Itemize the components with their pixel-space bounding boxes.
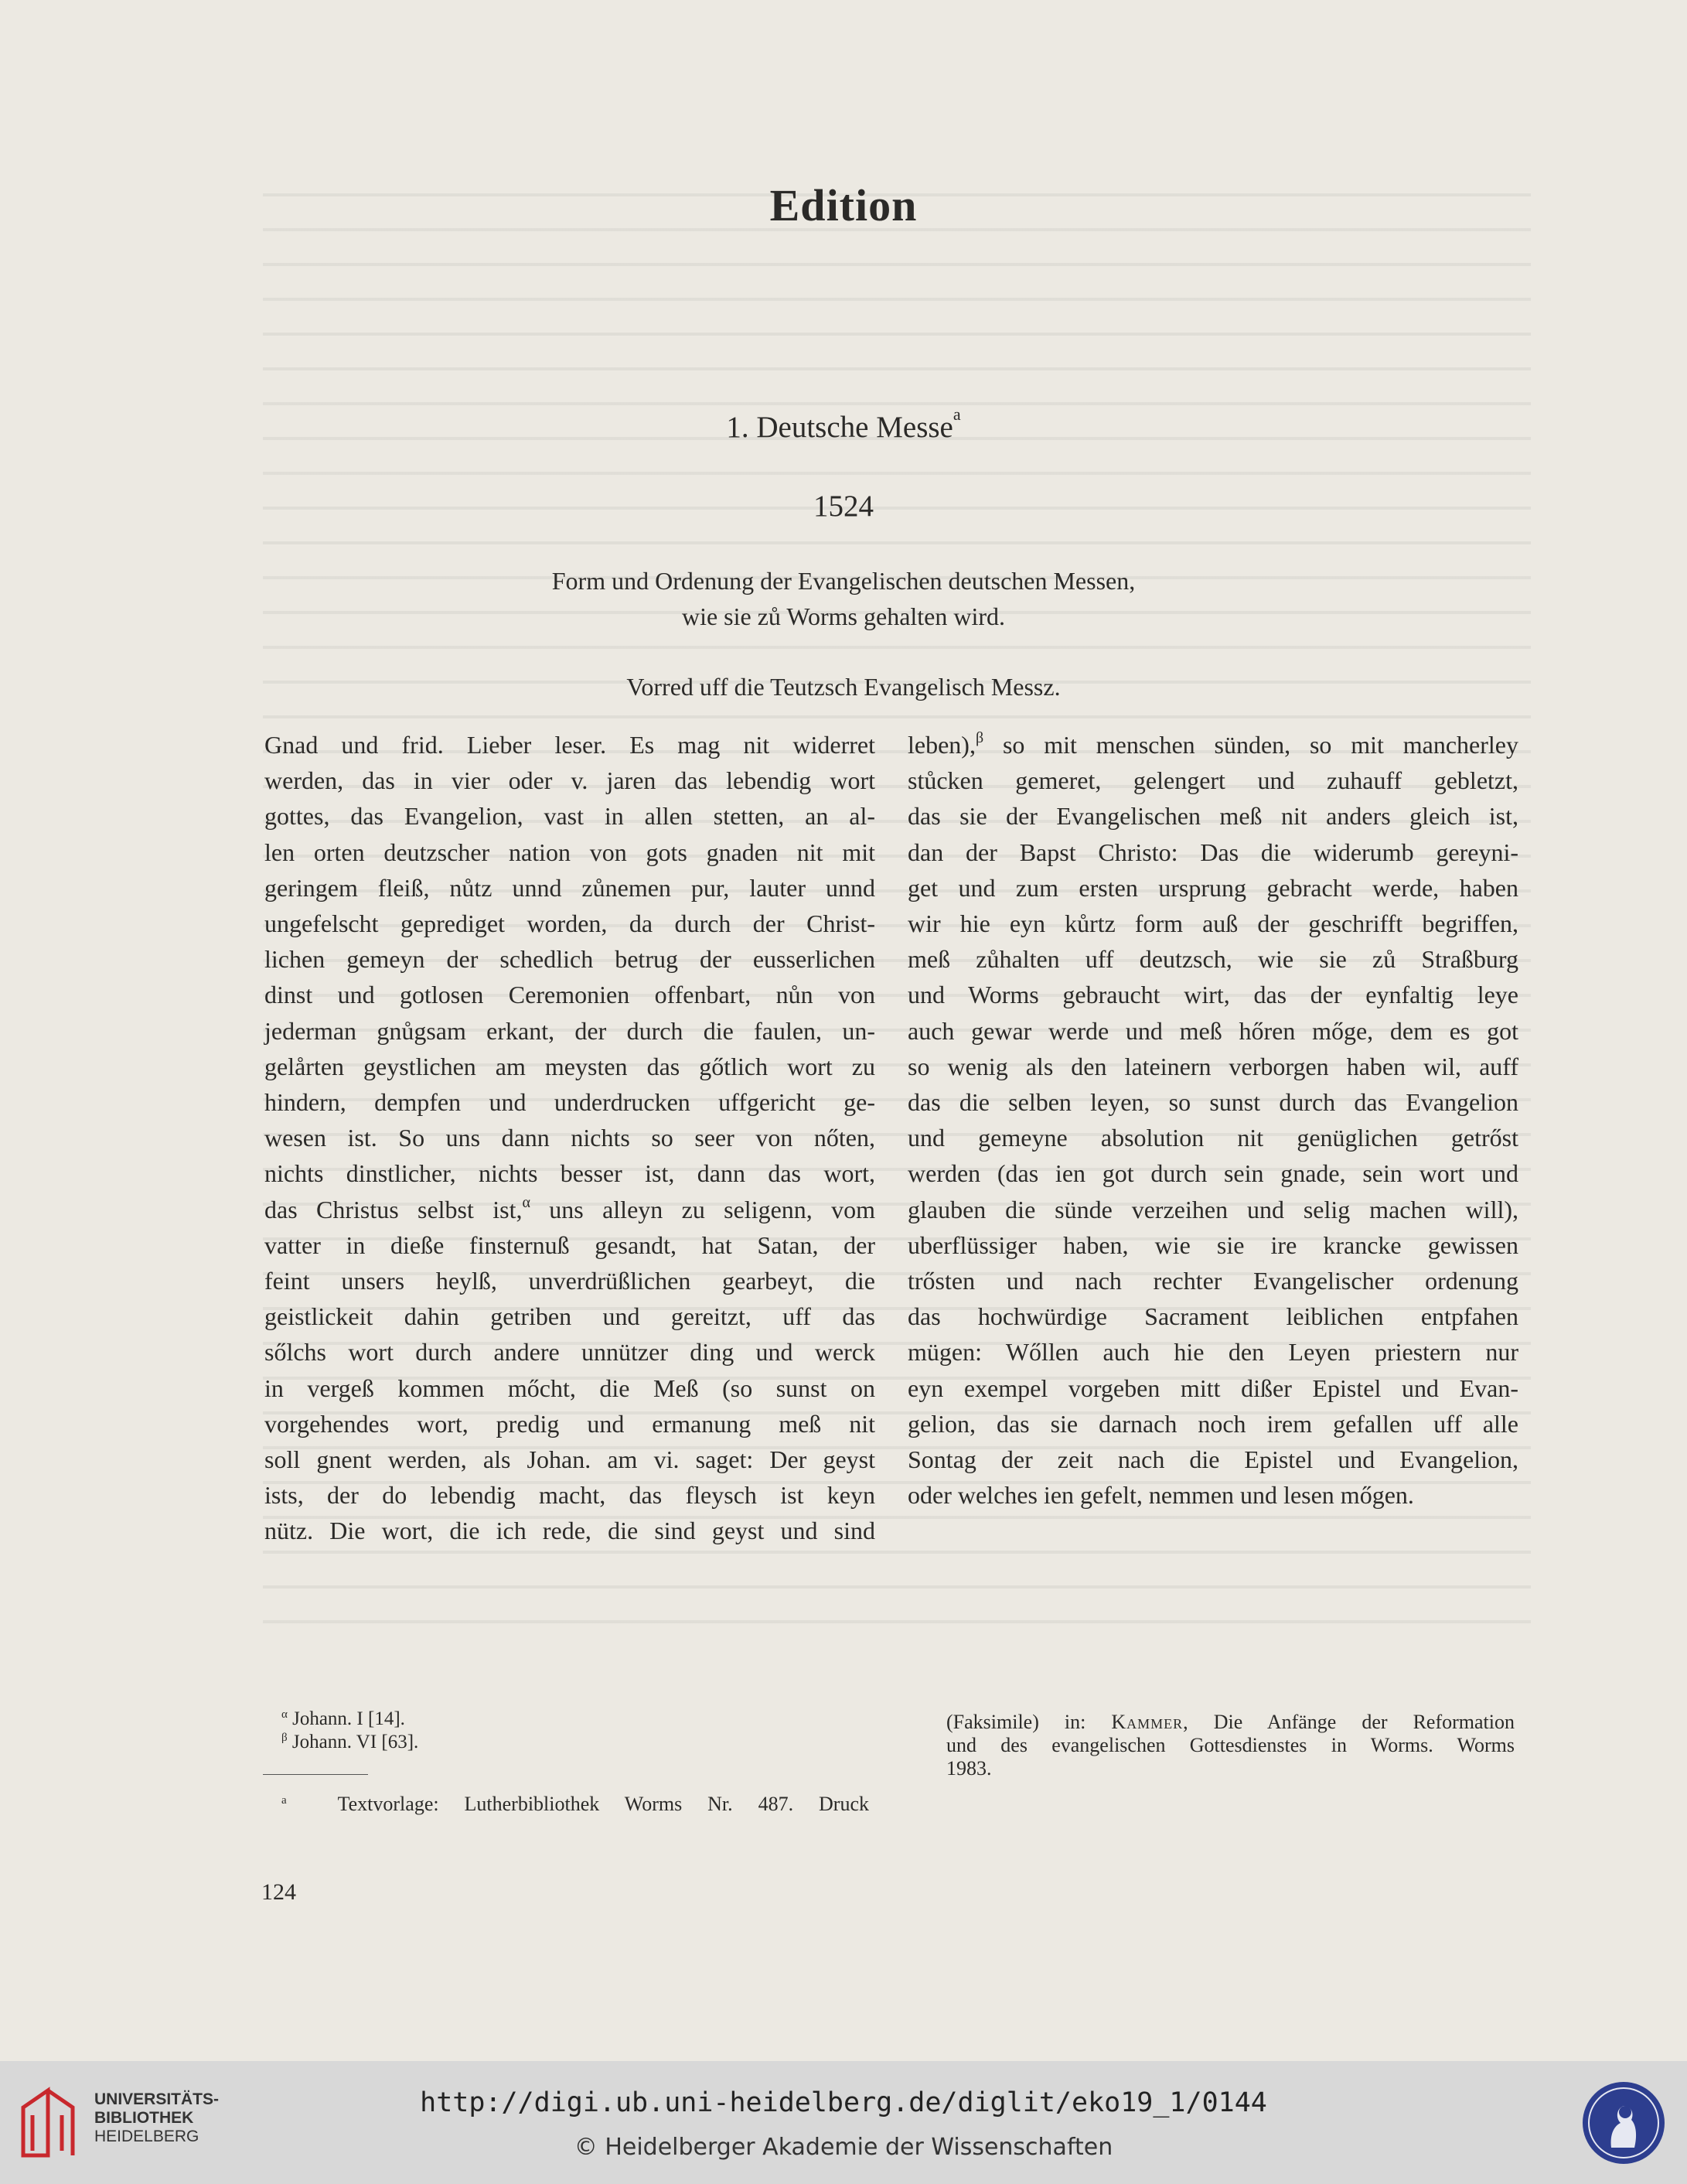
text-line: stůcken gemeret, gelengert und zuhauff gebletzt, (908, 766, 1518, 795)
title-note-mark: a (953, 404, 961, 424)
footnote-text: , Die Anfänge der Reformation (1183, 1711, 1515, 1733)
text-line: nütz. Die wort, die ich rede, die sind geyst und sind (264, 1517, 875, 1545)
text-line: meß zůhalten uff deutzsch, wie sie zů Straßburg (908, 945, 1518, 974)
text-line: auch gewar werde und meß hőren mőge, dem es got (908, 1016, 1518, 1045)
text-line: hindern, dempfen und underdrucken uffgericht ge- (264, 1088, 875, 1117)
text-line-with-mark (908, 727, 1518, 763)
text-line: gelårten geystlichen am meysten das gőtlich wort zu (264, 1052, 875, 1080)
footnote-line: 1983. (946, 1757, 992, 1780)
footnote-text: (Faksimile) in: (946, 1711, 1112, 1733)
subtitle-line: Form und Ordenung der Evangelischen deutschen Messen, (551, 567, 1136, 595)
text-line: Gnad und frid. Lieber leser. Es mag nit widerret (264, 731, 875, 759)
page-number: 124 (261, 1879, 296, 1905)
library-name-line: HEIDELBERG (94, 2128, 199, 2145)
academy-seal-icon (1580, 2080, 1667, 2166)
footnote-text: Textvorlage: Lutherbibliothek Worms Nr. 487. Druck (337, 1793, 870, 1815)
left-text-column (264, 727, 875, 1549)
footnote-text: Johann. I [14]. (292, 1708, 405, 1729)
text-line: so wenig als den lateinern verborgen haben wil, auff (908, 1052, 1518, 1080)
footnote-mark-alpha: α (522, 1193, 530, 1211)
text-line: gelion, das sie darnach noch irem gefallen uff alle (908, 1409, 1518, 1438)
text-line: vorgehendes wort, predig und ermanung meß nit (264, 1409, 875, 1438)
text-line: feint unsers heylß, unverdrüßlichen gearbeyt, die (264, 1267, 875, 1295)
text-span: das Christus selbst ist, (264, 1195, 523, 1223)
digitization-footer (0, 2061, 1687, 2184)
source-url[interactable]: http://digi.ub.uni-heidelberg.de/diglit/eko19_1/0144 (420, 2087, 1267, 2118)
text-span: leben), (908, 731, 976, 759)
text-line: ists, der do lebendig macht, das fleysch ist keyn (264, 1481, 875, 1510)
text-line: werden, das in vier oder v. jaren das lebendig wort (264, 766, 875, 795)
text-line: wesen ist. So uns dann nichts so seer von nőten, (264, 1124, 875, 1152)
footnote-alpha (281, 1708, 418, 1731)
footnote-a-continued (946, 1711, 1515, 1780)
library-name-line: BIBLIOTHEK (94, 2109, 194, 2127)
footnote-line: und des evangelischen Gottesdienstes in Worms. Worms (946, 1734, 1515, 1756)
footnote-mark: β (281, 1732, 288, 1744)
footnote-mark: a (281, 1794, 287, 1807)
author-name: Kammer (1111, 1711, 1184, 1733)
text-line: dan der Bapst Christo: Das die widerumb gereyni- (908, 838, 1518, 866)
section-heading: Edition (769, 180, 918, 230)
text-line: jederman gnůgsam erkant, der durch die faulen, un- (264, 1016, 875, 1045)
text-line: len orten deutzscher nation von gots gnaden nit mit (264, 838, 875, 866)
text-span: uns alleyn zu seligenn, vom (530, 1195, 876, 1223)
footnote-beta (281, 1731, 418, 1754)
text-line: vatter in dieße finsternuß gesandt, hat Satan, der (264, 1230, 875, 1259)
text-line: trősten und nach rechter Evangelischer ordenung (908, 1267, 1518, 1295)
text-line: wir hie eyn kůrtz form auß der geschrifft begriffen, (908, 909, 1518, 938)
text-line: geistlickeit dahin getriben und gereitzt, uff das (264, 1302, 875, 1331)
footnote-divider (263, 1774, 368, 1775)
library-name-line: UNIVERSITÄTS- (94, 2090, 220, 2108)
text-line: ungefelscht geprediget worden, da durch der Christ- (264, 909, 875, 938)
text-line: uberflüssiger haben, wie sie ire krancke gewissen (908, 1230, 1518, 1259)
text-line: mügen: Wőllen auch hie den Leyen priestern nur (908, 1338, 1518, 1367)
text-line: das die selben leyen, so sunst durch das Evangelion (908, 1088, 1518, 1117)
title-text: 1. Deutsche Messe (726, 411, 953, 444)
text-line: Sontag der zeit nach die Epistel und Evangelion, (908, 1445, 1518, 1474)
footnote-mark-beta: β (975, 729, 984, 746)
document-year: 1524 (813, 490, 874, 523)
text-line-with-mark (264, 1192, 875, 1227)
text-line: glauben die sünde verzeihen und selig machen will), (908, 1195, 1518, 1223)
text-line: eyn exempel vorgeben mitt dißer Epistel und Evan- (908, 1374, 1518, 1402)
text-line: oder welches ien gefelt, nemmen und lesen mőgen. (908, 1481, 1414, 1510)
text-line: und gemeyne absolution nit genüglichen getrőst (908, 1124, 1518, 1152)
copyright-notice: © Heidelberger Akademie der Wissenschaften (574, 2134, 1113, 2161)
text-span: so mit menschen sünden, so mit mancherley (983, 731, 1518, 759)
text-line: sőlchs wort durch andere unnützer ding und werck (264, 1338, 875, 1367)
text-line: werden (das ien got durch sein gnade, sein wort und (908, 1159, 1518, 1188)
text-line: das sie der Evangelischen meß nit anders gleich ist, (908, 802, 1518, 831)
footnote-a (281, 1793, 869, 1816)
footnote-line (946, 1711, 1515, 1734)
footnotes-bible-refs (281, 1708, 418, 1754)
preface-heading: Vorred uff die Teutzsch Evangelisch Messz. (626, 673, 1061, 701)
footnote-text: Johann. VI [63]. (291, 1732, 419, 1752)
text-line: nichts dinstlicher, nichts besser ist, dann das wort, (264, 1159, 875, 1188)
right-text-column (908, 727, 1518, 1513)
text-line: soll gnent werden, als Johan. am vi. saget: Der geyst (264, 1445, 875, 1474)
text-line: get und zum ersten ursprung gebracht werde, haben (908, 873, 1518, 902)
document-title (0, 404, 1687, 445)
text-line: lichen gemeyn der schedlich betrug der eusserlichen (264, 945, 875, 974)
text-line: dinst und gotlosen Ceremonien offenbart, nůn von (264, 981, 875, 1009)
text-line: gottes, das Evangelion, vast in allen stetten, an al- (264, 802, 875, 831)
text-line: das hochwürdige Sacrament leiblichen entpfahen (908, 1302, 1518, 1331)
text-line: und Worms gebraucht wirt, das der eynfaltig leye (908, 981, 1518, 1009)
footnote-mark: α (281, 1708, 288, 1721)
document-subtitle (0, 563, 1687, 634)
subtitle-line: wie sie zů Worms gehalten wird. (681, 602, 1006, 630)
text-line: geringem fleiß, nůtz unnd zůnemen pur, lauter unnd (264, 873, 875, 902)
text-line: in vergeß kommen mőcht, die Meß (so sunst on (264, 1374, 875, 1402)
